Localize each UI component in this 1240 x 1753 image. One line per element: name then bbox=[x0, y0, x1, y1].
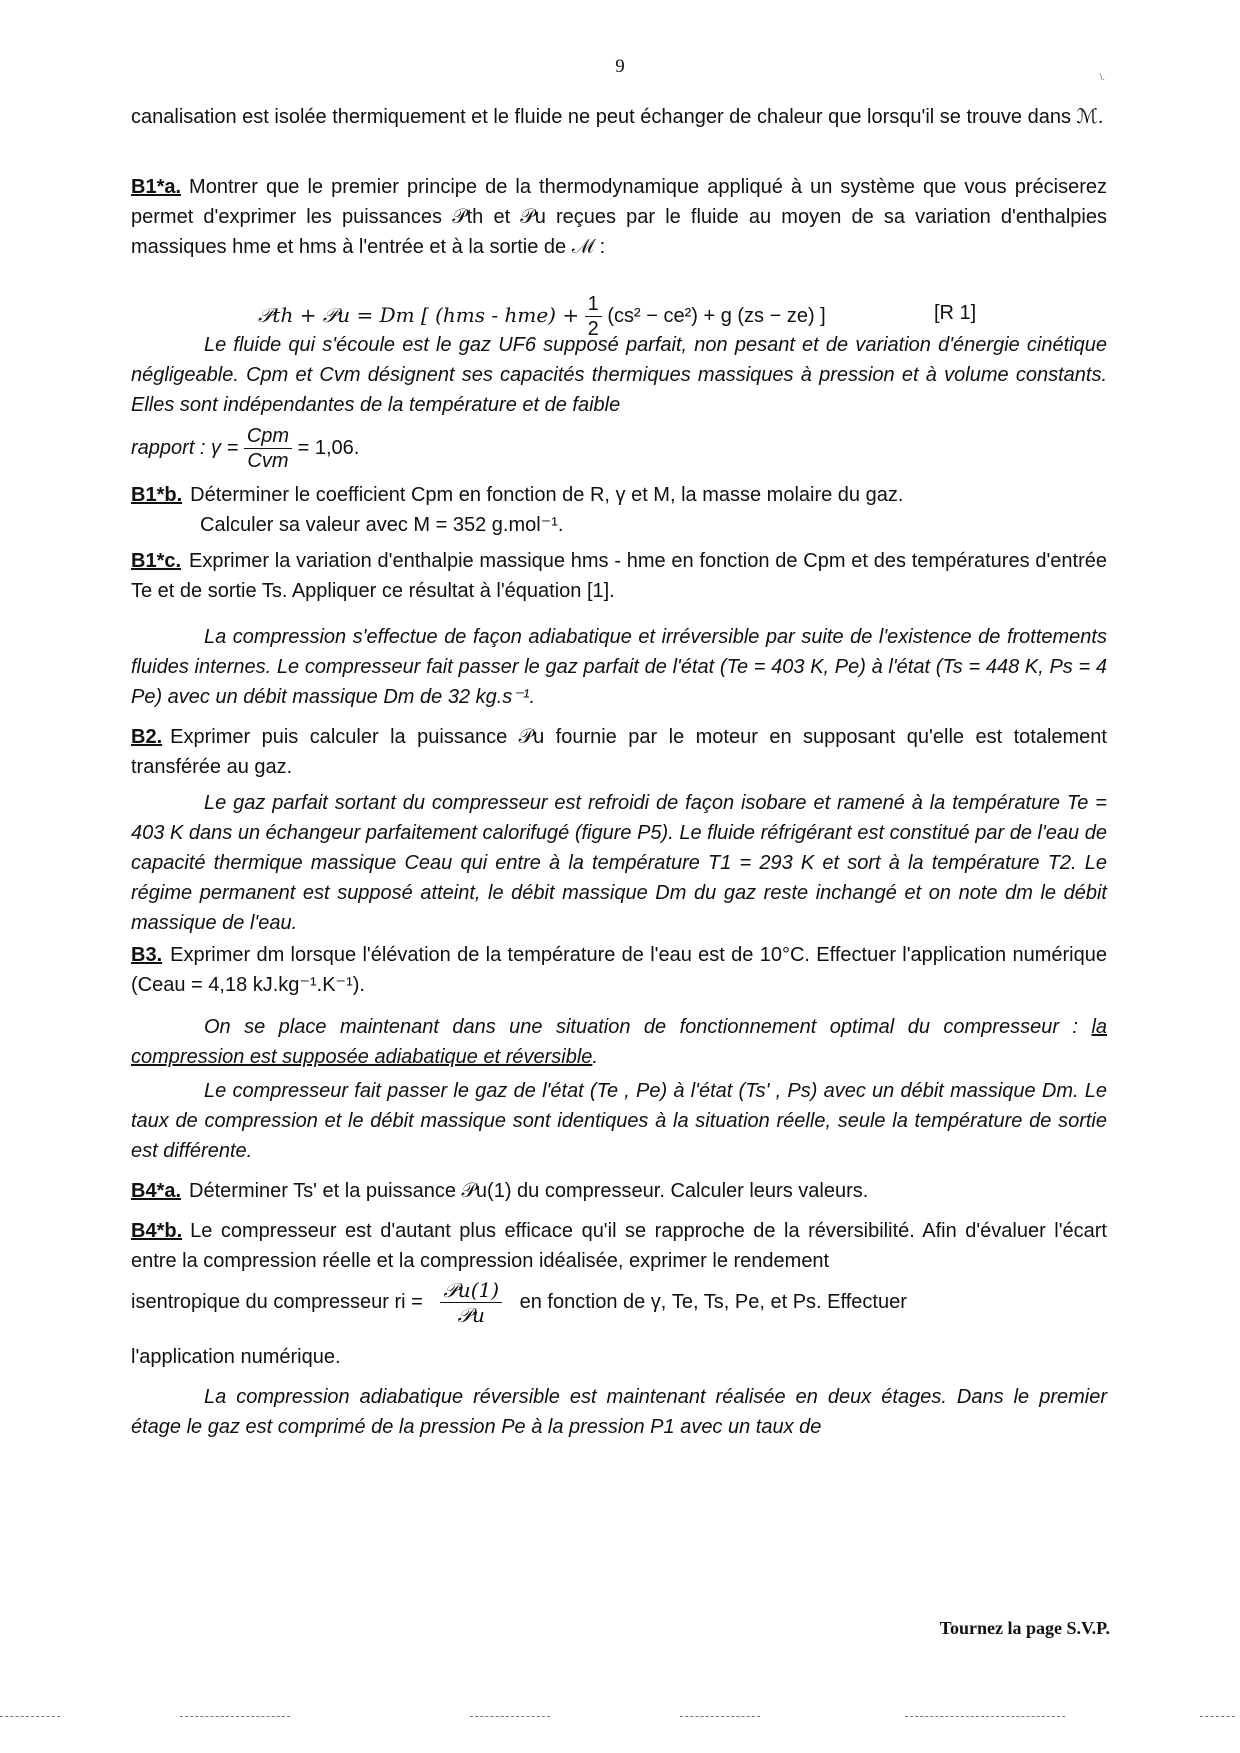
text-b1a: Montrer que le premier principe de la thermodynamique appliqué à un système que vous préciserez permet d'exprimer les puissances 𝒫th et 𝒫u reçues par le fluide au moyen de sa variation d'enthalpies massiques hme et hms à l'entrée et à la sortie de ℳ : bbox=[131, 176, 1107, 258]
bottom-rule bbox=[680, 1716, 760, 1718]
question-b2 bbox=[131, 722, 1107, 782]
equation-lhs: 𝒫th + 𝒫u = Dm [ (hms - hme) + bbox=[258, 302, 580, 327]
b4b-last-line: l'application numérique. bbox=[131, 1346, 341, 1368]
question-b4a bbox=[131, 1176, 1107, 1206]
bottom-rule bbox=[180, 1716, 290, 1718]
bottom-rule bbox=[0, 1716, 60, 1718]
text-b3: Exprimer dm lorsque l'élévation de la température de l'eau est de 10°C. Effectuer l'application numérique (Ceau = 4,18 kJ.kg⁻¹.K⁻¹). bbox=[131, 944, 1107, 996]
rapport-prefix: rapport : γ = bbox=[131, 436, 239, 459]
rapport-fraction bbox=[244, 424, 292, 473]
paragraph-canalisation: canalisation est isolée thermiquement et le fluide ne peut échanger de chaleur que lorsqu'il se trouve dans ℳ. bbox=[131, 106, 1104, 128]
bottom-rule bbox=[470, 1716, 550, 1718]
bottom-rule bbox=[905, 1716, 1065, 1718]
paragraph-optimal bbox=[131, 1012, 1107, 1072]
rapport-denominator: Cvm bbox=[247, 450, 289, 472]
optimal-intro: On se place maintenant dans une situation de fonctionnement optimal du compresseur : bbox=[204, 1016, 1078, 1038]
label-b4a: B4*a. bbox=[131, 1180, 182, 1202]
label-b4b: B4*b. bbox=[131, 1220, 183, 1242]
question-b4b bbox=[131, 1216, 1107, 1276]
paragraph-fluide: Le fluide qui s'écoule est le gaz UF6 supposé parfait, non pesant et de variation d'énergie cinétique négligeable. Cpm et Cvm désignent ses capacités thermiques massiques à pression et à volume constants. Elles sont indépendantes de la température et de faible bbox=[131, 334, 1107, 416]
iso-fraction bbox=[440, 1278, 502, 1327]
rapport-numerator: Cpm bbox=[244, 424, 292, 449]
question-b3 bbox=[131, 940, 1107, 1000]
paragraph-gaz-refroidi: Le gaz parfait sortant du compresseur est refroidi de façon isobare et ramené à la température Te = 403 K dans un échangeur parfaitement calorifugé (figure P5). Le fluide réfrigérant est constitué par de l'eau de capacité thermique massique Ceau qui entre à la température T1 = 293 K et sort à la température T2. Le régime permanent est supposé atteint, le débit massique Dm du gaz reste inchangé et on note dm le débit massique de l'eau. bbox=[131, 792, 1107, 934]
text-b1b-line1: Déterminer le coefficient Cpm en fonction de R, γ et M, la masse molaire du gaz. bbox=[190, 484, 904, 506]
label-b3: B3. bbox=[131, 944, 163, 966]
footer-turn-page: Tournez la page S.V.P. bbox=[939, 1618, 1110, 1638]
rendement-isentropique bbox=[131, 1278, 1107, 1327]
paragraph-compression: La compression s'effectue de façon adiabatique et irréversible par suite de l'existence de frottements fluides internes. Le compresseur fait passer le gaz parfait de l'état (Te = 403 K, Pe) à l'état (Ts = 448 K, Ps = 4 Pe) avec un débit massique Dm de 32 kg.s⁻¹. bbox=[131, 626, 1107, 708]
label-b1c: B1*c. bbox=[131, 550, 182, 572]
iso-denominator: 𝒫u bbox=[457, 1303, 485, 1327]
page-number: 9 bbox=[615, 56, 625, 77]
question-b1b bbox=[131, 480, 1107, 540]
paragraph-deux-etages: La compression adiabatique réversible est maintenant réalisée en deux étages. Dans le premier étage le gaz est comprimé de la pression Pe à la pression P1 avec un taux de bbox=[131, 1386, 1107, 1438]
question-b1a bbox=[131, 172, 1107, 262]
equation-tag: [R 1] bbox=[934, 302, 977, 324]
rapport-value: = 1,06. bbox=[297, 436, 360, 459]
question-b1c bbox=[131, 546, 1107, 606]
fraction-denominator: 2 bbox=[587, 318, 599, 340]
label-b1b: B1*b. bbox=[131, 484, 183, 506]
corner-mark: \. bbox=[1100, 72, 1106, 82]
label-b1a: B1*a. bbox=[131, 176, 182, 198]
text-b1c: Exprimer la variation d'enthalpie massique hms - hme en fonction de Cpm et des températures d'entrée Te et de sortie Ts. Appliquer ce résultat à l'équation [1]. bbox=[131, 550, 1107, 602]
iso-prefix: isentropique du compresseur ri = bbox=[131, 1290, 423, 1313]
equation-rhs: (cs² − ce²) + g (zs − ze) ] bbox=[607, 304, 826, 327]
bottom-rule bbox=[1200, 1716, 1235, 1718]
iso-suffix: en fonction de γ, Te, Ts, Pe, et Ps. Effectuer bbox=[519, 1290, 907, 1313]
label-b2: B2. bbox=[131, 726, 163, 748]
rapport-gamma bbox=[131, 424, 1107, 473]
iso-numerator: 𝒫u(1) bbox=[440, 1278, 502, 1303]
optimal-underlined: la compression est supposée adiabatique et réversible bbox=[131, 1016, 1108, 1068]
fraction-numerator: 1 bbox=[585, 292, 602, 317]
text-b2: Exprimer puis calculer la puissance 𝒫u fournie par le moteur en supposant qu'elle est totalement transférée au gaz. bbox=[131, 726, 1107, 778]
paragraph-compresseur-passer: Le compresseur fait passer le gaz de l'état (Te , Pe) à l'état (Ts' , Ps) avec un débit massique Dm. Le taux de compression et le débit massique sont identiques à la situation réelle, seule la température de sortie est différente. bbox=[131, 1080, 1107, 1162]
text-b4a: Déterminer Ts' et la puissance 𝒫u(1) du compresseur. Calculer leurs valeurs. bbox=[189, 1180, 869, 1202]
text-b4b: Le compresseur est d'autant plus efficace qu'il se rapproche de la réversibilité. Afin d'évaluer l'écart entre la compression réelle et la compression idéalisée, exprimer le rendement bbox=[131, 1220, 1107, 1272]
optimal-end: . bbox=[592, 1046, 598, 1068]
text-b1b-line2: Calculer sa valeur avec M = 352 g.mol⁻¹. bbox=[200, 514, 564, 536]
